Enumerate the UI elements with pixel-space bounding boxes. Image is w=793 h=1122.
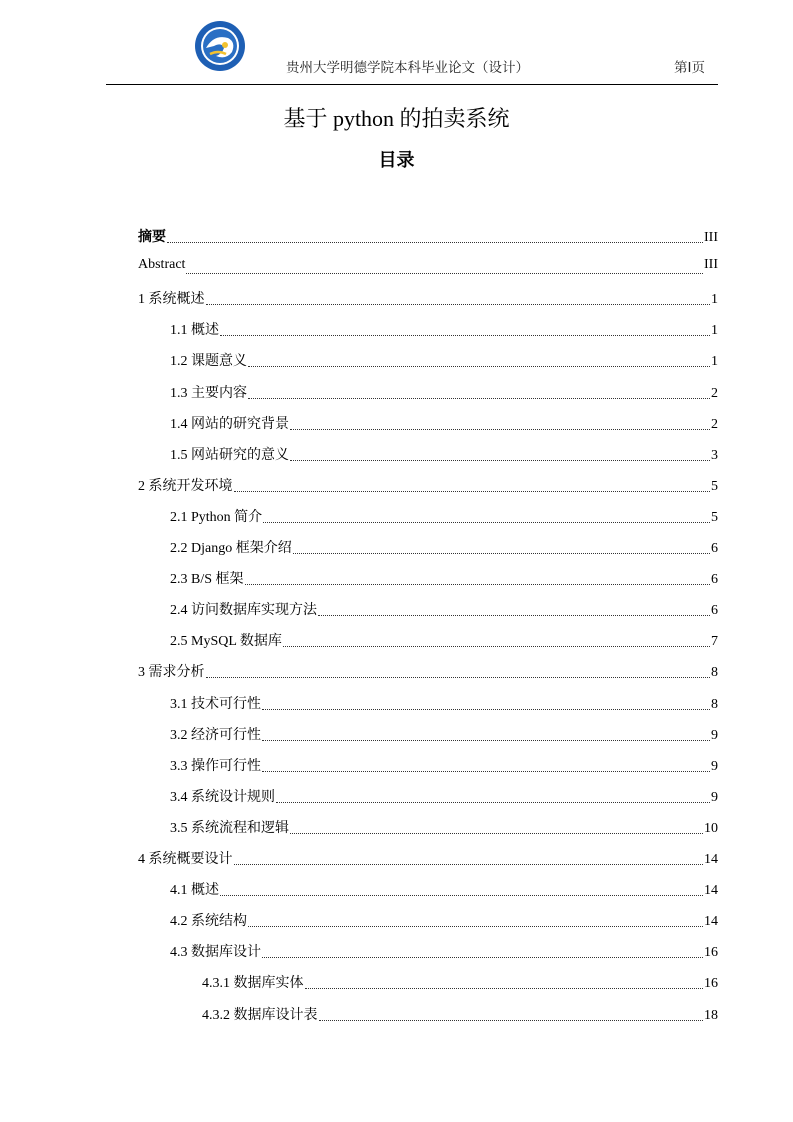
toc-entry[interactable]	[170, 879, 718, 901]
toc-entry-label: 2.3 B/S 框架	[170, 572, 244, 588]
document-title: 基于 python 的拍卖系统	[283, 106, 510, 131]
toc-entry-page: 2	[711, 416, 718, 432]
toc-entry-page: 1	[711, 354, 718, 370]
toc-entry-page: 18	[704, 1007, 718, 1023]
toc-entry[interactable]	[138, 661, 718, 683]
toc-entry-label: 1.2 课题意义	[170, 354, 247, 370]
toc-leader-dots	[206, 304, 711, 305]
toc-leader-dots	[290, 429, 710, 430]
toc-entry[interactable]	[170, 319, 718, 341]
toc-entry-page: 9	[711, 789, 718, 805]
toc-entry[interactable]	[170, 941, 718, 963]
toc-entry-label: Abstract	[138, 257, 186, 273]
toc-entry-page: 3	[711, 447, 718, 463]
toc-entry-label: 1.1 概述	[170, 323, 219, 339]
toc-entry-label: 摘要	[138, 229, 166, 245]
toc-leader-dots	[234, 491, 711, 492]
toc-entry[interactable]	[170, 506, 718, 528]
toc-entry-label: 1.5 网站研究的意义	[170, 447, 289, 463]
toc-leader-dots	[167, 242, 703, 243]
toc-entry-page: 8	[711, 665, 718, 681]
toc-entry-page: 9	[711, 727, 718, 743]
toc-leader-dots	[220, 895, 703, 896]
toc-entry-page: 1	[711, 323, 718, 339]
toc-leader-dots	[248, 366, 710, 367]
toc-entry-label: 4.3.1 数据库实体	[202, 976, 304, 992]
toc-entry-label: 4 系统概要设计	[138, 852, 233, 867]
toc-entry-label: 2.1 Python 简介	[170, 509, 263, 525]
toc-leader-dots	[290, 460, 710, 461]
toc-entry-label: 4.3 数据库设计	[170, 945, 261, 961]
toc-entry-page: 6	[711, 541, 718, 556]
toc-entry-page: 5	[711, 509, 718, 525]
toc-leader-dots	[262, 709, 710, 710]
toc-entry[interactable]	[138, 257, 718, 279]
toc-entry-label: 4.3.2 数据库设计表	[202, 1007, 318, 1023]
toc-entry[interactable]	[170, 630, 718, 652]
toc-entry[interactable]	[202, 1004, 718, 1026]
toc-entry-label: 3 需求分析	[138, 665, 205, 681]
toc-entry-label: 2.5 MySQL 数据库	[170, 634, 282, 650]
toc-heading: 目录	[378, 150, 415, 171]
toc-entry-label: 2.4 访问数据库实现方法	[170, 603, 317, 619]
toc-entry[interactable]	[170, 817, 718, 839]
toc-entry[interactable]	[170, 693, 718, 715]
toc-leader-dots	[220, 335, 710, 336]
toc-entry[interactable]	[170, 350, 718, 372]
toc-entry[interactable]	[170, 413, 718, 435]
toc-entry-label: 3.3 操作可行性	[170, 758, 261, 774]
toc-leader-dots	[293, 553, 710, 554]
toc-entry-label: 1 系统概述	[138, 292, 205, 308]
toc-entry[interactable]	[170, 755, 718, 777]
toc-entry-page: 6	[711, 572, 718, 588]
toc-entry-label: 1.3 主要内容	[170, 385, 247, 401]
toc-leader-dots	[248, 398, 710, 399]
toc-entry[interactable]	[170, 537, 718, 559]
toc-leader-dots	[290, 833, 703, 834]
toc-entry-page: 8	[711, 696, 718, 712]
toc-entry-page: III	[704, 257, 718, 273]
toc-entry-page: 7	[711, 634, 718, 650]
toc-entry-label: 4.2 系统结构	[170, 914, 247, 930]
toc-entry[interactable]	[170, 568, 718, 590]
toc-entry[interactable]	[170, 724, 718, 746]
toc-leader-dots	[186, 273, 703, 274]
toc-entry[interactable]	[138, 288, 718, 310]
toc-entry-label: 3.5 系统流程和逻辑	[170, 820, 289, 836]
toc-leader-dots	[262, 957, 703, 958]
toc-entry[interactable]	[138, 226, 718, 248]
toc-entry[interactable]	[170, 786, 718, 808]
toc-leader-dots	[248, 926, 703, 927]
toc-entry-page: 14	[704, 914, 718, 930]
toc-leader-dots	[276, 802, 710, 803]
toc-entry-page: 14	[704, 852, 718, 867]
university-logo-icon	[192, 20, 248, 72]
toc-entry-page: 10	[704, 820, 718, 836]
toc-leader-dots	[206, 677, 711, 678]
header-page-number: 第Ⅰ页	[674, 60, 705, 76]
toc-leader-dots	[318, 615, 710, 616]
toc-entry-page: 16	[704, 945, 718, 961]
toc-leader-dots	[262, 740, 710, 741]
toc-entry-page: 1	[711, 292, 718, 308]
toc-leader-dots	[262, 771, 710, 772]
toc-entry[interactable]	[202, 972, 718, 994]
toc-entry-page: 16	[704, 976, 718, 992]
toc-entry[interactable]	[170, 382, 718, 404]
toc-entry-page: 6	[711, 603, 718, 619]
header-school-name: 贵州大学明德学院本科毕业论文（设计）	[286, 60, 529, 76]
toc-entry-page: III	[704, 230, 718, 245]
toc-entry-page: 5	[711, 478, 718, 494]
toc-leader-dots	[305, 988, 704, 989]
toc-entry[interactable]	[170, 910, 718, 932]
toc-entry-label: 2 系统开发环境	[138, 478, 233, 494]
toc-leader-dots	[319, 1020, 704, 1021]
toc-leader-dots	[283, 646, 710, 647]
header-divider	[106, 84, 718, 85]
toc-leader-dots	[234, 864, 704, 865]
toc-leader-dots	[245, 584, 710, 585]
toc-entry-label: 1.4 网站的研究背景	[170, 416, 289, 432]
toc-entry-label: 3.2 经济可行性	[170, 727, 261, 743]
toc-entry[interactable]	[138, 848, 718, 870]
toc-entry-label: 2.2 Django 框架介绍	[170, 541, 292, 556]
toc-entry[interactable]	[170, 599, 718, 621]
toc-entry[interactable]	[170, 444, 718, 466]
toc-entry-page: 9	[711, 758, 718, 774]
toc-entry-label: 4.1 概述	[170, 883, 219, 899]
toc-entry-label: 3.4 系统设计规则	[170, 789, 275, 805]
toc-entry-page: 14	[704, 883, 718, 899]
toc-entry[interactable]	[138, 475, 718, 497]
toc-entry-page: 2	[711, 385, 718, 401]
toc-entry-label: 3.1 技术可行性	[170, 696, 261, 712]
toc-leader-dots	[263, 522, 710, 523]
